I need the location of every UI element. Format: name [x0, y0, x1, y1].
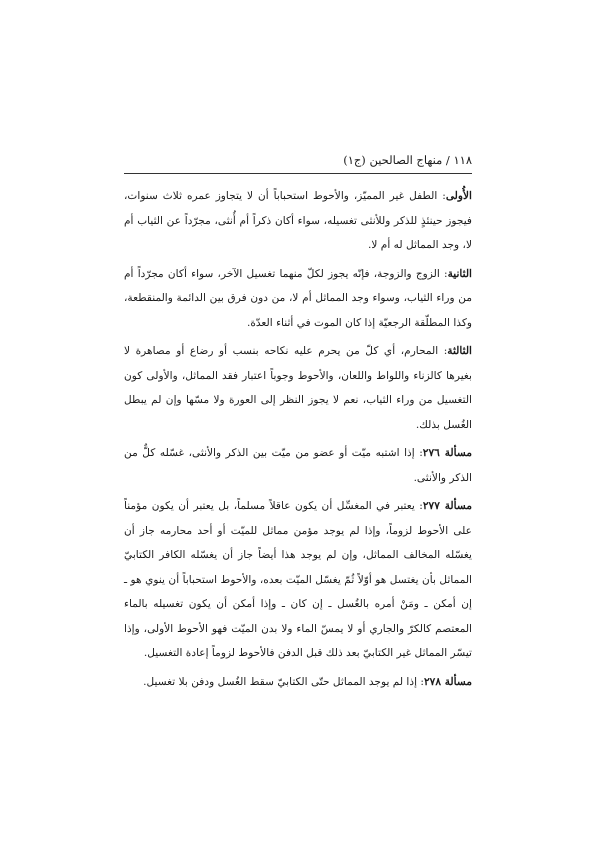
- issue-277: [124, 494, 472, 666]
- paragraph-text: : الطفل غير المميّز، والأحوط استحباباً أن لا يتجاوز عمره ثلاث سنوات، فيجوز حينئذٍ للذكر وللأنثى تغسيله، سواء أكان ذكراً أم أُنثى، مجرّداً عن الثياب أم لا، وجد المماثل له أم لا.: [124, 190, 472, 251]
- paragraph-text: : الزوج والزوجة، فإنّه يجوز لكلّ منهما تغسيل الآخر، سواء أكان مجرّداً أم من وراء الثياب، وسواء وجد المماثل أم لا، من دون فرق بين الدائمة والمنقطعة، وكذا المطلّقة الرجعيّة إذا كان الموت في أثناء العدّة.: [124, 267, 472, 329]
- paragraph-text: : المحارم، أي كلّ من يحرم عليه نكاحه بنسب أو رضاع أو مصاهرة لا بغيرها كالزناء واللواط واللعان، والأحوط وجوباً اعتبار فقد المماثل، والأولى كون التغسيل من وراء الثياب، نعم لا يجوز النظر إلى العورة ولا مسّها وإن لم يبطل الغُسل بذلك.: [124, 345, 472, 431]
- paragraph-lead: الأُولى: [445, 190, 472, 202]
- issue-278: [124, 670, 472, 695]
- paragraph-second: [124, 262, 472, 336]
- running-head: ١١٨ / منهاج الصالحين (ج١): [343, 153, 472, 167]
- paragraph-text: : إذا اشتبه ميّت أو عضو من ميّت بين الذكر والأنثى، غسّله كلٌّ من الذكر والأنثى.: [124, 447, 472, 484]
- issue-number: مسألة ٢٧٦: [422, 447, 473, 459]
- paragraph-text: : إذا لم يوجد المماثل حتّى الكتابيّ سقط الغُسل ودفن بلا تغسيل.: [143, 675, 424, 688]
- paragraph-first: [124, 184, 472, 258]
- paragraph-text: : يعتبر في المغسِّل أن يكون عاقلاً مسلماً، بل يعتبر أن يكون مؤمناً على الأحوط لزوماً، وإذا لم يوجد مؤمن مماثل للميّت أو أحد محارمه جاز أن يغسّله المخالف المماثل، وإن لم يوجد هذا أيضاً جاز أن يغسّله الكافر الكتابيّ المماثل بأن يغتسل هو أوّلاً ثُمّ يغسّل الميّت بعده، والأحوط استحباباً أن ينوي هو ـ إن أمكن ـ ومَنْ أمره بالغُسل ـ إن كان ـ وإذا أمكن أن يكون تغسيله بالماء المعتصم كالكرّ والجاري أو لا يمسّ الماء ولا بدن الميّت فهو الأحوط الأولى، وإذا تيسّر المماثل غير الكتابيّ بعد ذلك قبل الدفن فالأحوط لزوماً إعادة التغسيل.: [124, 500, 472, 659]
- paragraph-lead: الثالثة: [447, 345, 472, 357]
- issue-number: مسألة ٢٧٨: [423, 675, 472, 688]
- paragraph-third: [124, 339, 472, 437]
- issue-number: مسألة ٢٧٧: [422, 500, 473, 512]
- paragraph-lead: الثانية: [447, 267, 472, 280]
- page-body: [124, 184, 472, 698]
- issue-276: [124, 441, 472, 490]
- page-header: [124, 151, 472, 174]
